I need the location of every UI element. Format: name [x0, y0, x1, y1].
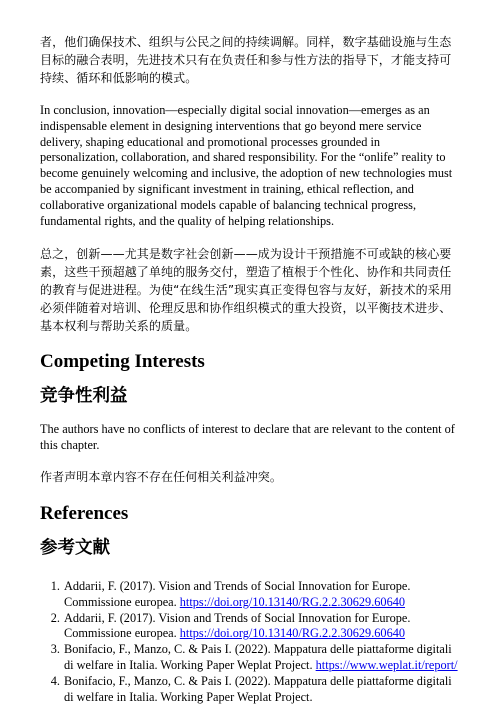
- competing-interests-statement-en: The authors have no conflicts of interest to declare that are relevant to the content of this chapter.: [40, 422, 455, 453]
- reference-url-link[interactable]: https://www.weplat.it/report/: [315, 657, 458, 672]
- reference-item: [50, 578, 458, 611]
- competing-interests-statement-zh: 作者声明本章内容不存在任何相关利益冲突。: [40, 469, 283, 484]
- reference-number: 1.: [50, 578, 60, 593]
- reference-text: Bonifacio, F., Manzo, C. & Pais I. (2022). Mappatura delle piattaforme digitali di welfare in Italia. Working Paper Weplat Project.: [64, 673, 452, 704]
- reference-item: [50, 610, 458, 643]
- heading-references-en: References: [40, 502, 129, 524]
- reference-number: 2.: [50, 610, 60, 625]
- paragraph-zh-conclusion: 总之，创新——尤其是数字社会创新——成为设计干预措施不可或缺的核心要素，这些干预超越了单纯的服务交付，塑造了植根于个性化、协作和共同责任的教育与促进进程。为使“在线生活”现实真正变得包容与友好，新技术的采用必须伴随着对培训、伦理反思和协作组织模式的重大投资，以平衡技术进步、基本权利与帮助关系的质量。: [40, 247, 452, 334]
- reference-item: [50, 673, 458, 706]
- reference-list: [40, 579, 458, 705]
- heading-references-zh: 参考文献: [40, 537, 110, 558]
- paragraph-zh-continued: 者，他们确保技术、组织与公民之间的持续调解。同样，数字基础设施与生态目标的融合表明，先进技术只有在负责任和参与性方法的指导下，才能支持可持续、循环和低影响的模式。: [40, 35, 452, 85]
- paragraph-en-conclusion: In conclusion, innovation—especially digital social innovation—emerges as an indispensable element in designing interventions that go beyond mere service delivery, shaping educational and promotional processes grounded in personalization, collaboration, and shared responsibility. For the “onlife” reality to become genuinely welcoming and inclusive, the adoption of new technologies must be accompanied by significant investment in training, ethical reflection, and collaborative organizational models capable of balancing technical progress, fundamental rights, and the quality of helping relationships.: [40, 103, 453, 228]
- reference-item: [50, 642, 458, 674]
- reference-doi-link[interactable]: https://doi.org/10.13140/RG.2.2.30629.60640: [179, 594, 406, 609]
- reference-text: Addarii, F. (2017). Vision and Trends of Social Innovation for Europe. Commissione europea.: [64, 610, 411, 641]
- reference-number: 3.: [50, 642, 60, 657]
- reference-text: Addarii, F. (2017). Vision and Trends of Social Innovation for Europe. Commissione europea.: [64, 578, 411, 609]
- reference-doi-link[interactable]: https://doi.org/10.13140/RG.2.2.30629.60640: [179, 626, 406, 641]
- heading-competing-interests-en: Competing Interests: [40, 351, 205, 373]
- reference-number: 4.: [50, 673, 60, 688]
- reference-text: Bonifacio, F., Manzo, C. & Pais I. (2022). Mappatura delle piattaforme digitali di welfare in Italia. Working Paper Weplat Project.: [64, 642, 452, 672]
- heading-competing-interests-zh: 竞争性利益: [40, 386, 128, 407]
